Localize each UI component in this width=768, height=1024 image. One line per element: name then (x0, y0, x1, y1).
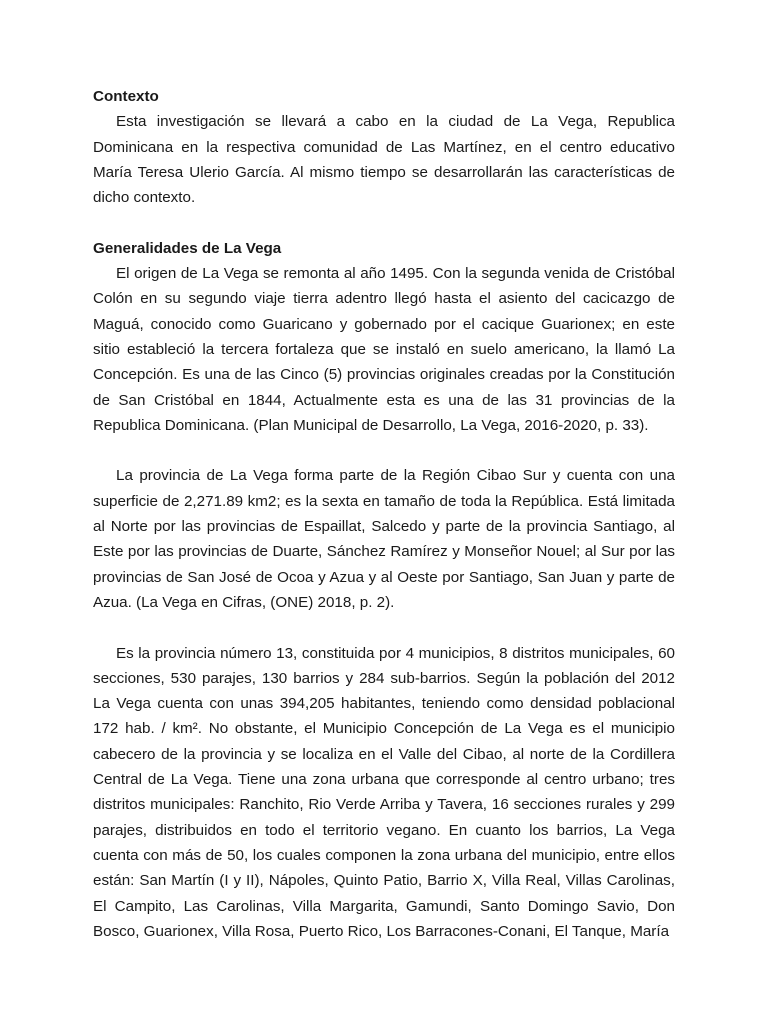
section-heading-contexto: Contexto (93, 88, 159, 105)
paragraph-provincia: La provincia de La Vega forma parte de la Región Cibao Sur y cuenta con una superficie de 2,271.89 km2; es la sexta en tamaño de toda la República. Está limitada al Norte por las provincias de Espaillat, Salcedo y parte de la provincia Santiago, al Este por las provincias de Duarte, Sánchez Ramírez y Monseñor Nouel; al Sur por las provincias de San José de Ocoa y Azua y al Oeste por Santiago, San Juan y parte de Azua. (La Vega en Cifras, (ONE) 2018, p. 2). (93, 467, 675, 611)
paragraph-spacer (93, 438, 675, 463)
paragraph-spacer (93, 615, 675, 640)
paragraph-spacer (93, 210, 675, 235)
paragraph-contexto: Esta investigación se llevará a cabo en la ciudad de La Vega, Republica Dominicana en la respectiva comunidad de Las Martínez, en el centro educativo María Teresa Ulerio García. Al mismo tiempo se desarrollarán las características de dicho contexto. (93, 113, 675, 207)
section-heading-generalidades: Generalidades de La Vega (93, 239, 282, 257)
paragraph-municipios: Es la provincia número 13, constituida por 4 municipios, 8 distritos municipales, 60 secciones, 530 parajes, 130 barrios y 284 sub-barrios. Según la población del 2012 La Vega cuenta con unas 394,205 habitantes, teniendo como densidad poblacional 172 hab. / km². No obstante, el Municipio Concepción de La Vega es el municipio cabecero de la provincia y se localiza en el Valle del Cibao, al norte de la Cordillera Central de La Vega. Tiene una zona urbana que corresponde al centro urbano; tres distritos municipales: Ranchito, Rio Verde Arriba y Tavera, 16 secciones rurales y 299 parajes, distribuidos en todo el territorio vegano. En cuanto los barrios, La Vega cuenta con más de 50, los cuales componen la zona urbana del municipio, entre ellos están: San Martín (I y II), Nápoles, Quinto Patio, Barrio X, Villa Real, Villas Carolinas, El Campito, Las Carolinas, Villa Margarita, Gamundi, Santo Domingo Savio, Don Bosco, Guarionex, Villa Rosa, Puerto Rico, Los Barracones-Conani, El Tanque, María (93, 644, 675, 940)
paragraph-origen: El origen de La Vega se remonta al año 1495. Con la segunda venida de Cristóbal Colón en su segundo viaje tierra adentro llegó hasta el asiento del cacicazgo de Maguá, conocido como Guaricano y gobernado por el cacique Guarionex; en este sitio estableció la tercera fortaleza que se instaló en suelo americano, la llamó La Concepción. Es una de las Cinco (5) provincias originales creadas por la Constitución de San Cristóbal en 1844, Actualmente esta es una de las 31 provincias de la Republica Dominicana. (Plan Municipal de Desarrollo, La Vega, 2016-2020, p. 33). (93, 265, 675, 434)
document-page (93, 84, 675, 944)
